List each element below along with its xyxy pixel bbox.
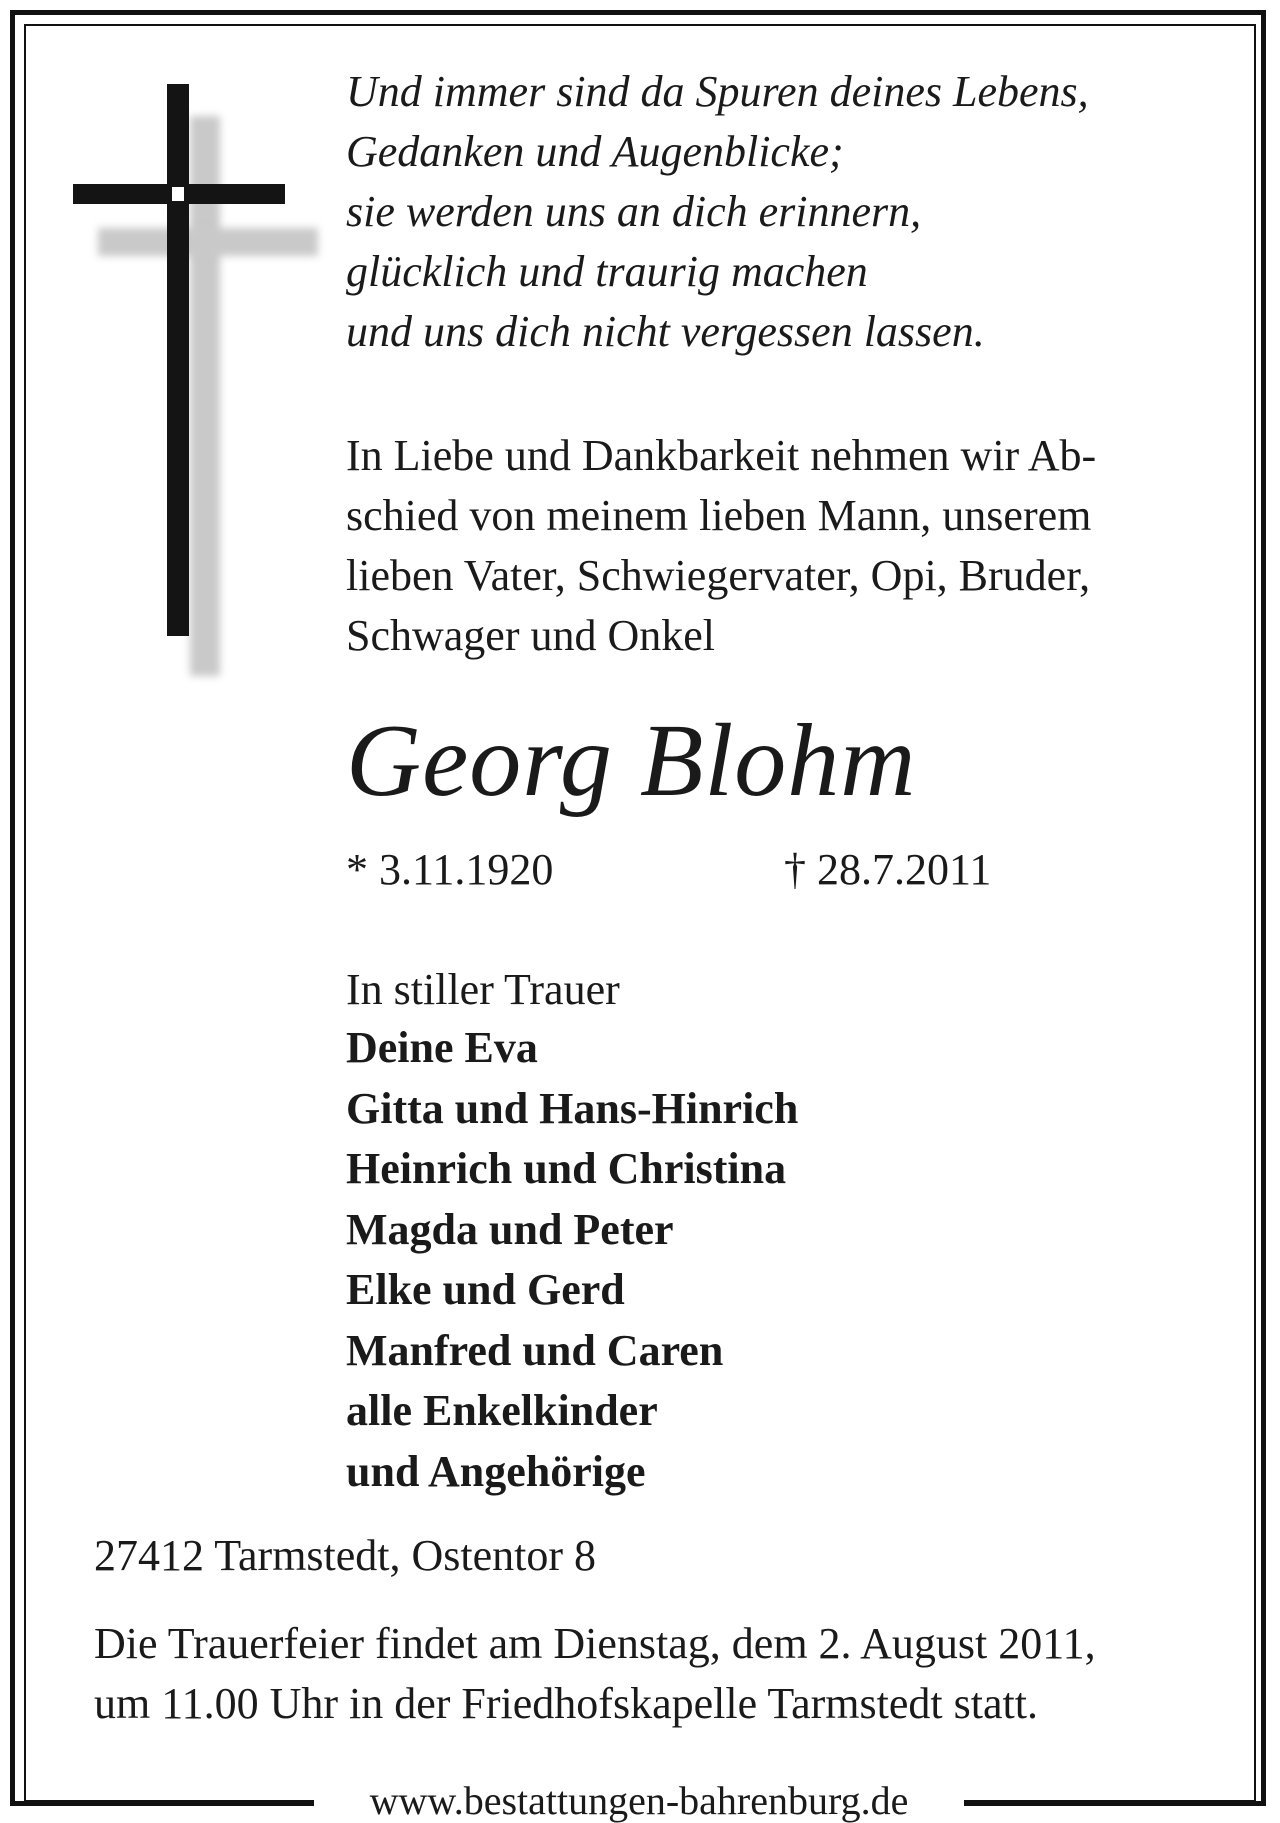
cross-shadow-horizontal — [98, 228, 318, 256]
birth-date: * 3.11.1920 — [346, 845, 554, 894]
mourner-item: Elke und Gerd — [346, 1265, 625, 1314]
mourner-item: Heinrich und Christina — [346, 1144, 787, 1193]
funeral-service-notice: Die Trauerfeier findet am Dienstag, dem 2. August 2011, um 11.00 Uhr in der Friedhofskapelle Tarmstedt statt. — [94, 1619, 1096, 1728]
death-date: † 28.7.2011 — [784, 845, 992, 894]
mourner-item: Manfred und Caren — [346, 1325, 724, 1375]
mourning-intro: In stiller Trauer — [346, 965, 620, 1014]
cross-center — [172, 187, 184, 201]
latin-cross-icon — [70, 80, 330, 680]
bottom-border-right — [964, 1800, 1256, 1803]
bottom-border-left — [24, 1800, 314, 1803]
deceased-name: Georg Blohm — [346, 703, 917, 818]
mourner-item: Gitta und Hans-Hinrich — [346, 1083, 799, 1133]
mourners-list — [346, 1018, 798, 1502]
mourner-item: Magda und Peter — [346, 1204, 674, 1254]
farewell-text: In Liebe und Dankbarkeit nehmen wir Ab- schied von meinem lieben Mann, unserem lieben Vater, Schwiegervater, Opi, Bruder, Schwager und Onkel — [346, 431, 1097, 660]
life-dates — [346, 842, 1046, 898]
family-address: 27412 Tarmstedt, Ostentor 8 — [94, 1531, 597, 1580]
mourner-item: Deine Eva — [346, 1023, 538, 1072]
cross-vertical-bar — [167, 84, 189, 636]
mourner-item: alle Enkelkinder — [346, 1386, 658, 1435]
poem-verse: Und immer sind da Spuren deines Lebens, Gedanken und Augenblicke; sie werden uns an dich erinnern, glücklich und traurig machen und uns dich nicht vergessen lassen. — [346, 67, 1089, 356]
mourner-item: und Angehörige — [346, 1446, 646, 1496]
funeral-home-website: www.bestattungen-bahrenburg.de — [314, 1781, 964, 1821]
